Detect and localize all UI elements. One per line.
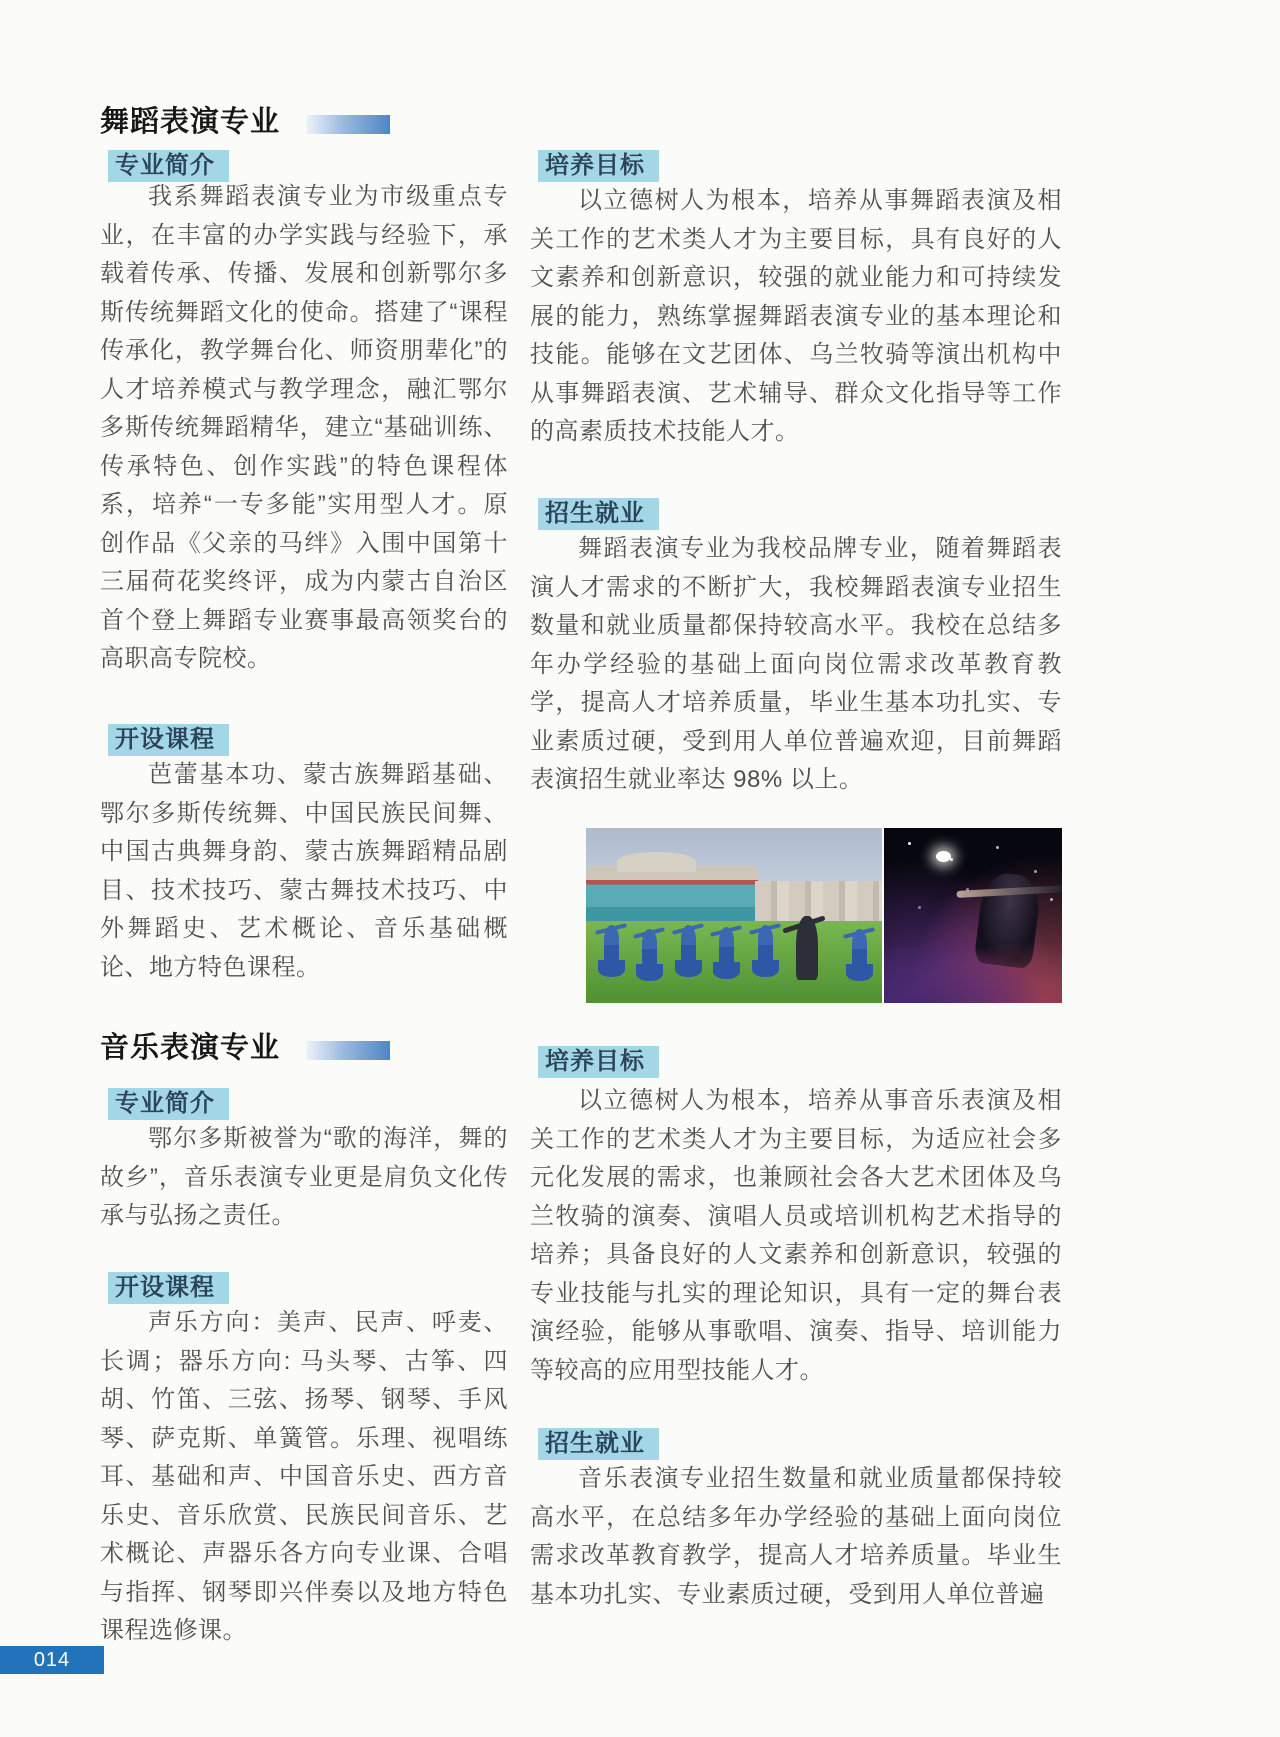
outdoor-performance-photo xyxy=(586,828,882,1003)
stage-performance-photo xyxy=(884,828,1062,1003)
dance-employment-heading: 招生就业 xyxy=(538,498,659,530)
dance-courses-paragraph: 芭蕾基本功、蒙古族舞蹈基础、鄂尔多斯传统舞、中国民族民间舞、中国古典舞身韵、蒙古族舞蹈精品剧目、技术技巧、蒙古舞技术技巧、中外舞蹈史、艺术概论、音乐基础概论、地方特色课程。 xyxy=(100,761,508,981)
music-title-row xyxy=(100,1030,508,1066)
music-courses-paragraph: 声乐方向：美声、民声、呼麦、长调；器乐方向: 马头琴、古筝、四胡、竹笛、三弦、扬琴、钢琴、手风琴、萨克斯、单簧管。乐理、视唱练耳、基础和声、中国音乐史、西方音乐史、音乐欣赏、民族民间音乐、艺术概论、声器乐各方向专业课、合唱与指挥、钢琴即兴伴奏以及地方特色课程选修课。 xyxy=(100,1309,508,1644)
dance-title-row xyxy=(100,104,508,140)
title-accent-bar xyxy=(306,115,390,134)
dancer-silhouette xyxy=(719,927,734,975)
dance-intro-heading: 专业简介 xyxy=(108,150,229,182)
photo-grandstand xyxy=(586,865,758,923)
music-goal-heading: 培养目标 xyxy=(538,1046,659,1078)
page-number: 014 xyxy=(33,1648,71,1671)
stage-dancers-group xyxy=(884,933,1062,1003)
page-number-bar xyxy=(0,1646,104,1674)
spotlight xyxy=(936,851,951,862)
photo-strip xyxy=(530,828,1062,1003)
dancer-silhouette xyxy=(852,929,867,977)
dance-goal-heading-wrap xyxy=(538,150,659,182)
music-goal-paragraph: 以立德树人为根本，培养从事音乐表演及相关工作的艺术类人才为主要目标，为适应社会多元化发展的需求，也兼顾社会各大艺术团体及乌兰牧骑的演奏、演唱人员或培训机构艺术指导的培养；具备良好的人文素养和创新意识，较强的专业技能与扎实的理论知识，具有一定的舞台表演经验，能够从事歌唱、演奏、指导、培训能力等较高的应用型技能人才。 xyxy=(530,1087,1062,1384)
music-courses-heading-wrap xyxy=(108,1272,229,1304)
dance-employment-paragraph: 舞蹈表演专业为我校品牌专业，随着舞蹈表演人才需求的不断扩大，我校舞蹈表演专业招生数量和就业质量都保持较高水平。我校在总结多年办学经验的基础上面向岗位需求改革教育教学，提高人才培养质量，毕业生基本功扎实、专业素质过硬，受到用人单位普遍欢迎，目前舞蹈表演招生就业率达 98% 以上。 xyxy=(530,535,1062,793)
dancer-silhouette xyxy=(758,925,773,973)
dance-intro-paragraph: 我系舞蹈表演专业为市级重点专业，在丰富的办学实践与经验下，承载着传承、传播、发展和创新鄂尔多斯传统舞蹈文化的使命。搭建了“课程传承化，教学舞台化、师资朋辈化”的人才培养模式与教学理念，融汇鄂尔多斯传统舞蹈精华，建立“基础训练、传承特色、创作实践”的特色课程体系，培养“一专多能”实用型人才。原创作品《父亲的马绊》入围中国第十三届荷花奖终评，成为内蒙古自治区首个登上舞蹈专业赛事最高领奖台的高职高专院校。 xyxy=(100,183,508,672)
dancer-silhouette xyxy=(681,925,696,973)
music-intro-heading: 专业简介 xyxy=(108,1088,229,1120)
conductor-silhouette xyxy=(796,916,818,980)
music-major-title: 音乐表演专业 xyxy=(100,1032,281,1064)
dance-courses-heading: 开设课程 xyxy=(108,724,229,756)
title-accent-bar xyxy=(306,1041,390,1060)
dance-goal-paragraph: 以立德树人为根本，培养从事舞蹈表演及相关工作的艺术类人才为主要目标，具有良好的人文素养和创新意识，较强的就业能力和可持续发展的能力，熟练掌握舞蹈表演专业的基本理论和技能。能够在文艺团体、乌兰牧骑等演出机构中从事舞蹈表演、艺术辅导、群众文化指导等工作的高素质技术技能人才。 xyxy=(530,187,1062,445)
music-goal-heading-wrap xyxy=(538,1046,659,1078)
music-courses-heading: 开设课程 xyxy=(108,1272,229,1304)
dancer-silhouette xyxy=(642,929,657,977)
music-employment-heading: 招生就业 xyxy=(538,1428,659,1460)
dance-major-title: 舞蹈表演专业 xyxy=(100,106,281,138)
music-employment-paragraph: 音乐表演专业招生数量和就业质量都保持较高水平，在总结多年办学经验的基础上面向岗位需求改革教育教学，提高人才培养质量。毕业生基本功扎实、专业素质过硬，受到用人单位普遍 xyxy=(530,1465,1062,1608)
music-intro-heading-wrap xyxy=(108,1088,229,1120)
dancer-silhouette xyxy=(604,925,619,973)
music-intro-paragraph: 鄂尔多斯被誉为“歌的海洋，舞的故乡”，音乐表演专业更是肩负文化传承与弘扬之责任。 xyxy=(100,1125,508,1229)
dance-courses-heading-wrap xyxy=(108,724,229,756)
dance-goal-heading: 培养目标 xyxy=(538,150,659,182)
dance-employment-heading-wrap xyxy=(538,498,659,530)
music-employment-heading-wrap xyxy=(538,1428,659,1460)
stage-star-lights xyxy=(908,842,911,845)
